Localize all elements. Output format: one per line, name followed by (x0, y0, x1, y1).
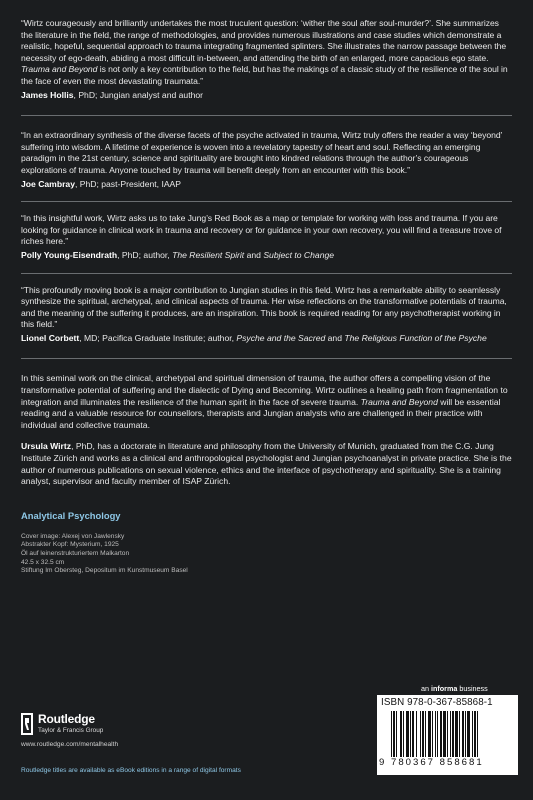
cover-credit-line: Stiftung Im Obersteg, Depositum im Kunstmuseum Basel (21, 567, 188, 575)
endorsement-attribution: Lionel Corbett, MD; Pacifica Graduate Institute; author, Psyche and the Sacred and The Religious Function of the Psyche (21, 332, 487, 343)
endorsement-attribution: Polly Young-Eisendrath, PhD; author, The Resilient Spirit and Subject to Change (21, 249, 335, 260)
cover-credit-line: Cover image: Alexej von Jawlensky (21, 532, 125, 540)
endorsement-attribution: James Hollis, PhD; Jungian analyst and author (21, 89, 204, 100)
isbn-barcode (377, 695, 518, 775)
barcode-digits: 9 780367 858681 (379, 757, 484, 768)
informa-business-label: an informa business (421, 684, 488, 693)
series-label: Analytical Psychology (21, 509, 121, 521)
author-bio: Ursula Wirtz, PhD, has a doctorate in literature and philosophy from the University of Munich, graduated from the C.G. Jung Institute Zürich and works as a clinical and anthropological psychologist and Jungian psychoanalyst in private practice. She is the author of numerous publications on sexual violence, ethics and the interface of psychotherapy and spirituality. She is a training analyst, supervisor and faculty member of ISAP Zürich. (21, 441, 512, 487)
cover-credit-line: 42.5 x 32.5 cm (21, 558, 65, 566)
endorsement-quote: “Wirtz courageously and brilliantly undertakes the most truculent question: ‘wither the soul after soul-murder?’. She summarizes the literature in the field, the range of methodologies, and provides numerous illustrations and case studies which demonstrate a realistic, hopeful, sequential approach to trauma integrating fragmented splinters. She illustrates the narrow passage between the necessity of ego-death, abiding a most difficult in-between, and attending the birth of an enlarged, more capacious ego state. Trauma and Beyond is not only a key contribution to the field, but has the makings of a classic study of the resilience of the soul in the face of even the most devastating traumata.” (21, 18, 508, 86)
cover-credit-line: Abstrakter Kopf: Mysterium, 1925 (21, 541, 119, 549)
divider (21, 115, 512, 116)
endorsement-quote: “This profoundly moving book is a major contribution to Jungian studies in this field. Wirtz has a remarkable ability to seamlessly synthesize the spiritual, archetypal, and clinical aspects of trauma. Her wise reflections on the transformative potentials of trauma, and the meaning of the suffering it produces, are an inspiration. This book is required reading for any psychotherapist working in this field.” (21, 284, 507, 330)
isbn-label: ISBN 978-0-367-85868-1 (381, 697, 493, 708)
endorsement-attribution: Joe Cambray, PhD; past-President, IAAP (21, 178, 182, 189)
endorsement-quote: “In an extraordinary synthesis of the diverse facets of the psyche activated in trauma, Wirtz truly offers the reader a way ‘beyond’ suffering into wisdom. A lifetime of experience is woven into a revelatory tapestry of heart and soul. Reflecting an emerging paradigm in the 21st century, science and spirituality are brought into kindred relations through the author’s courageous explorations of trauma. Anyone touched by trauma will benefit deeply from an encounter with this book.” (21, 130, 503, 175)
publisher-group: Taylor & Francis Group (38, 727, 104, 734)
endorsement-quote: “In this insightful work, Wirtz asks us to take Jung’s Red Book as a map or template for working with loss and trauma. If you are looking for guidance in clinical work in trauma and recovery or for guidance in your own recovery, you will find a treasure trove of riches here.” (21, 213, 502, 247)
divider (21, 201, 512, 202)
divider (21, 358, 512, 359)
divider (21, 273, 512, 274)
publisher-name: Routledge (38, 712, 95, 726)
publisher-url[interactable]: www.routledge.com/mentalhealth (21, 741, 119, 748)
book-description: In this seminal work on the clinical, archetypal and spiritual dimension of trauma, the author offers a compelling vision of the transformative potential of suffering and the dialectic of Dying and Becoming. Wirtz outlines a healing path from fragmentation to integration and illuminates the resilience of the human spirit in the face of severe trauma. Trauma and Beyond will be essential reading and a valuable resource for counsellors, therapists and Jungian analysts who are challenged in their practice with individual and collective traumata. (21, 373, 508, 430)
cover-credit-line: Öl auf leinenstrukturiertem Malkarton (21, 550, 130, 557)
routledge-logo-icon (21, 713, 33, 735)
cover-credits (21, 533, 512, 576)
ebook-note: Routledge titles are available as eBook editions in a range of digital formats (21, 767, 241, 774)
publisher-logo-block (21, 712, 221, 736)
